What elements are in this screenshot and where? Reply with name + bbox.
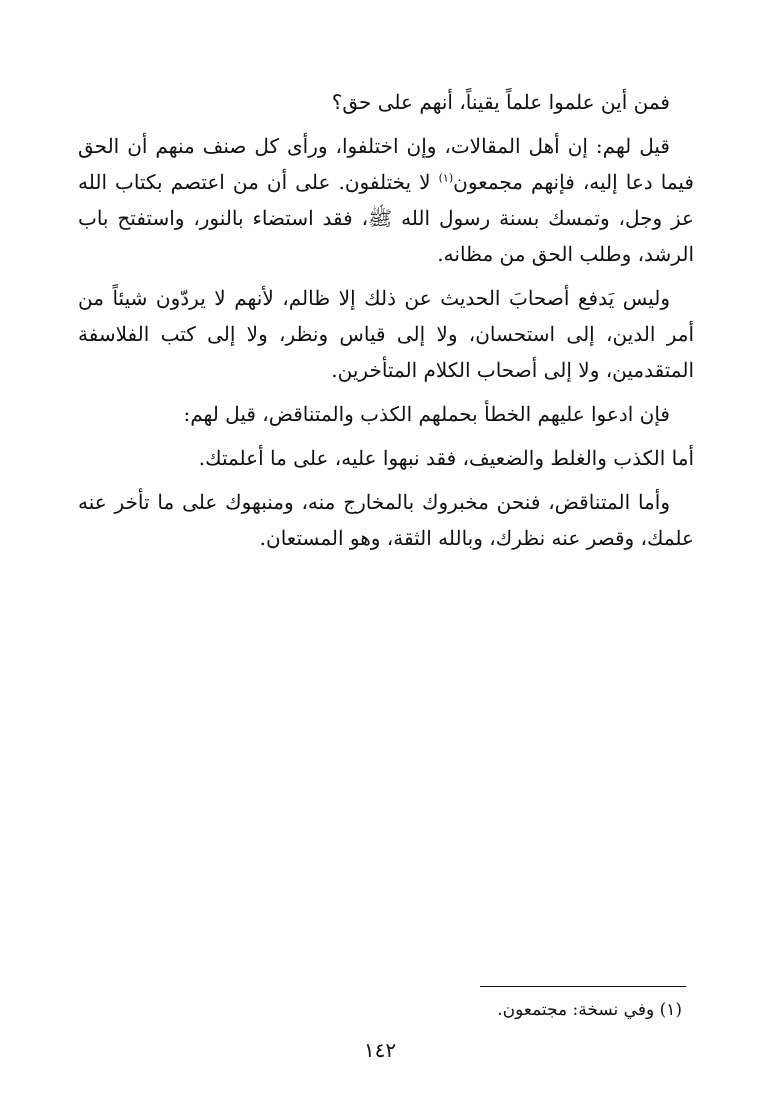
paragraph-lies: أما الكذب والغلط والضعيف، فقد نبهوا عليه، على ما أعلمتك. bbox=[198, 446, 694, 470]
paragraph-answer-text-before: قيل لهم: إن أهل المقالات، وإن اختلفوا، ورأى كل صنف منهم أن الحق فيما دعا إليه، فإنهم مجمعون bbox=[78, 134, 694, 194]
paragraph-hadith-people: وليس يَدفع أصحابَ الحديث عن ذلك إلا ظالم، لأنهم لا يردّون شيئاً من أمر الدين، إلى استحسان، ولا إلى قياس ونظر، ولا إلى كتب الفلاسفة المتقدمين، ولا إلى أصحاب الكلام المتأخرين. bbox=[78, 286, 694, 382]
paragraph-answer-text-after: لا يختلفون. على أن من اعتصم بكتاب الله عز وجل، وتمسك بسنة رسول الله ﷺ، فقد استضاء بالنور، واستفتح باب الرشد، وطلب الحق من مظانه. bbox=[78, 170, 694, 266]
footnote bbox=[382, 996, 682, 1024]
paragraph-contradictions: وأما المتناقض، فنحن مخبروك بالمخارج منه، ومنبهوك على ما تأخر عنه علمك، وقصر عنه نظرك، وبالله الثقة، وهو المستعان. bbox=[78, 490, 694, 550]
main-text bbox=[78, 84, 694, 564]
footnote-divider bbox=[480, 986, 686, 987]
footnote-reference: (١) bbox=[438, 171, 454, 185]
paragraph-claim: فإن ادعوا عليهم الخطأ بحملهم الكذب والمتناقض، قيل لهم: bbox=[183, 402, 670, 426]
paragraph-question: فمن أين علموا علماً يقيناً، أنهم على حق؟ bbox=[331, 90, 670, 114]
paragraph-answer bbox=[78, 128, 694, 272]
page-number: ١٤٢ bbox=[363, 1038, 397, 1062]
footnote-text: وفي نسخة: مجتمعون. bbox=[497, 1000, 655, 1020]
footnote-marker: (١) bbox=[659, 1000, 682, 1020]
